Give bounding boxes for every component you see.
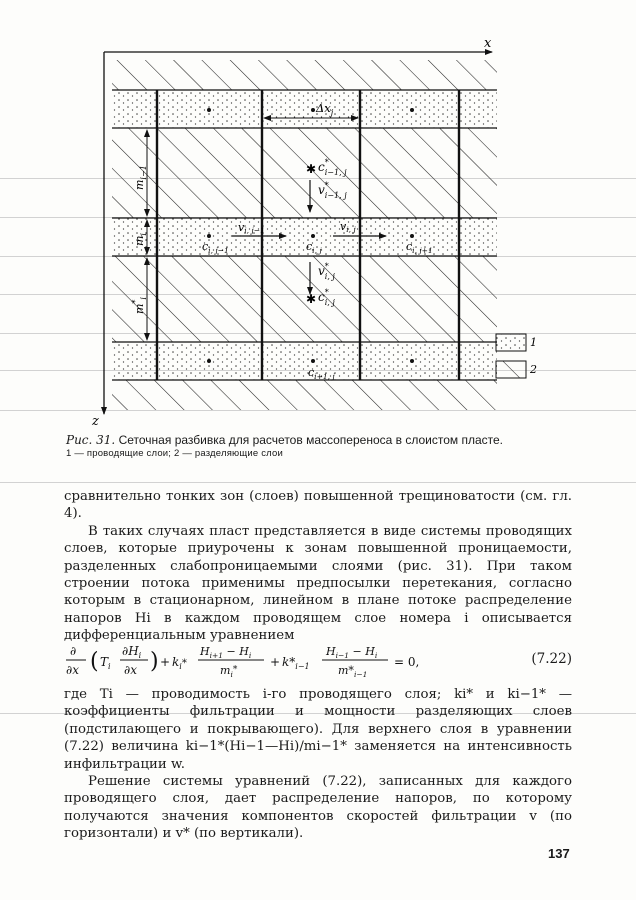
equation-formula: [64, 641, 504, 681]
z-axis-label: z: [92, 414, 99, 429]
svg-text:): ): [150, 649, 159, 674]
m-prev-label: $m_{i-1}$: [133, 165, 148, 190]
legend-separating-swatch: [496, 361, 526, 378]
page-number: 137: [548, 846, 570, 861]
conducting-layer: [112, 342, 497, 380]
m-star-label: $m^*_i$: [131, 297, 148, 314]
c-bot-label: c* i, j: [318, 288, 335, 307]
svg-text:+: +: [270, 655, 281, 669]
legend-label-1: 1: [530, 336, 537, 349]
caption-text: Сеточная разбивка для расчетов массопереноса в слоистом пласте.: [118, 433, 504, 447]
svg-text:ki*: $k_i^*$: [172, 655, 187, 671]
conducting-layer: [112, 90, 497, 128]
caption-prefix: Рис. 31.: [66, 433, 116, 447]
dx-label: $\Delta x_j$: [316, 101, 334, 117]
legend-label-2: 2: [530, 363, 537, 376]
c-right-label: $c_{i, j+1}$: [406, 240, 433, 255]
x-axis-label: x: [484, 36, 492, 51]
paragraph-1: сравнительно тонких зон (слоев) повышенной трещиноватости (см. гл. 4).: [64, 489, 572, 522]
body-text-bottom: [64, 686, 572, 843]
svg-text:(: (: [90, 649, 99, 674]
bottom-separating-layer: [112, 380, 497, 410]
svg-text:Hi+1 − Hi: $H_{i+1} - H_i$: [200, 645, 252, 660]
equation-number: (7.22): [531, 651, 572, 667]
svg-text:Hi−1 − Hi: $H_{i-1} - H_i$: [326, 645, 378, 660]
ruled-line: [0, 482, 636, 483]
body-text-top: [64, 488, 572, 645]
paragraph-2: В таких случаях пласт представляется в виде системы проводящих слоев, которые приурочены к зонам повышенной проницаемости, разделенных слабопроницаемыми слоями (рис. 31). При таком строении потока применимы предпосылки перетекания, согласно которым в стационарном, линейном в плане потоке распределение напоров Hi в каждом проводящем слое номера i описывается дифференциальным уравнением: [64, 523, 572, 644]
top-separating-layer: [112, 60, 497, 90]
svg-text:∂Hi: $\partial H_i$: [122, 644, 142, 660]
v-mid-label: vi, j: [340, 220, 356, 234]
c-mid-label: $c_{i, j}$: [306, 240, 322, 255]
v-down-label: v* i, j: [318, 262, 335, 281]
m-i-label: $m_i$: [133, 233, 148, 246]
conducting-layer: [112, 218, 497, 256]
c-top-star: ✱: [306, 162, 317, 176]
c-bot-star: ✱: [306, 292, 317, 306]
svg-text:∂: ∂: [70, 644, 77, 658]
v-left-label: vi, j−1: [238, 221, 265, 235]
c-top-label: c* i−1, j: [318, 158, 347, 177]
svg-text:∂x: ∂x: [124, 663, 137, 677]
svg-text:k*i−1: $k*_{i-1}$: [282, 655, 310, 671]
separating-layer: [112, 128, 497, 218]
paragraph-3: где Ti — проводимость i-го проводящего слоя; ki* и ki−1* — коэффициенты фильтрации и мощности разделяющих слоев (подстилающего и покрывающего). Для верхнего слоя в уравнении (7.22) величина ki−1*(Hi−1—Hi)/mi−1* заменяется на интенсивность инфильтрации w.: [64, 687, 572, 772]
svg-text:= 0,: = 0,: [394, 655, 420, 669]
svg-text:∂x: ∂x: [66, 663, 79, 677]
grid-diagram: [0, 0, 636, 440]
v-top-label: v* i−1, j: [318, 181, 347, 200]
svg-text:Ti: $T_i$: [100, 655, 111, 671]
legend-conducting-swatch: [496, 334, 526, 351]
separating-layer: [112, 256, 497, 342]
c-left-label: $c_{i, j-1}$: [202, 240, 229, 255]
figure-caption: [66, 433, 566, 461]
svg-text:+: +: [160, 655, 171, 669]
c-lower-label: $c_{i+1, j}$: [308, 366, 335, 381]
paragraph-4: Решение системы уравнений (7.22), записанных для каждого проводящего слоя, дает распределение напоров, по которому получаются значения компонентов скоростей фильтрации v (по горизонтали) и v* (по вертикали).: [64, 774, 572, 842]
equation-7-22: [64, 641, 572, 681]
caption-legend: 1 — проводящие слои; 2 — разделяющие слои: [66, 448, 284, 459]
svg-text:m*i−1: $m*_{i-1}$: [338, 664, 368, 679]
svg-text:mi*: $m_i^*$: [220, 664, 238, 679]
